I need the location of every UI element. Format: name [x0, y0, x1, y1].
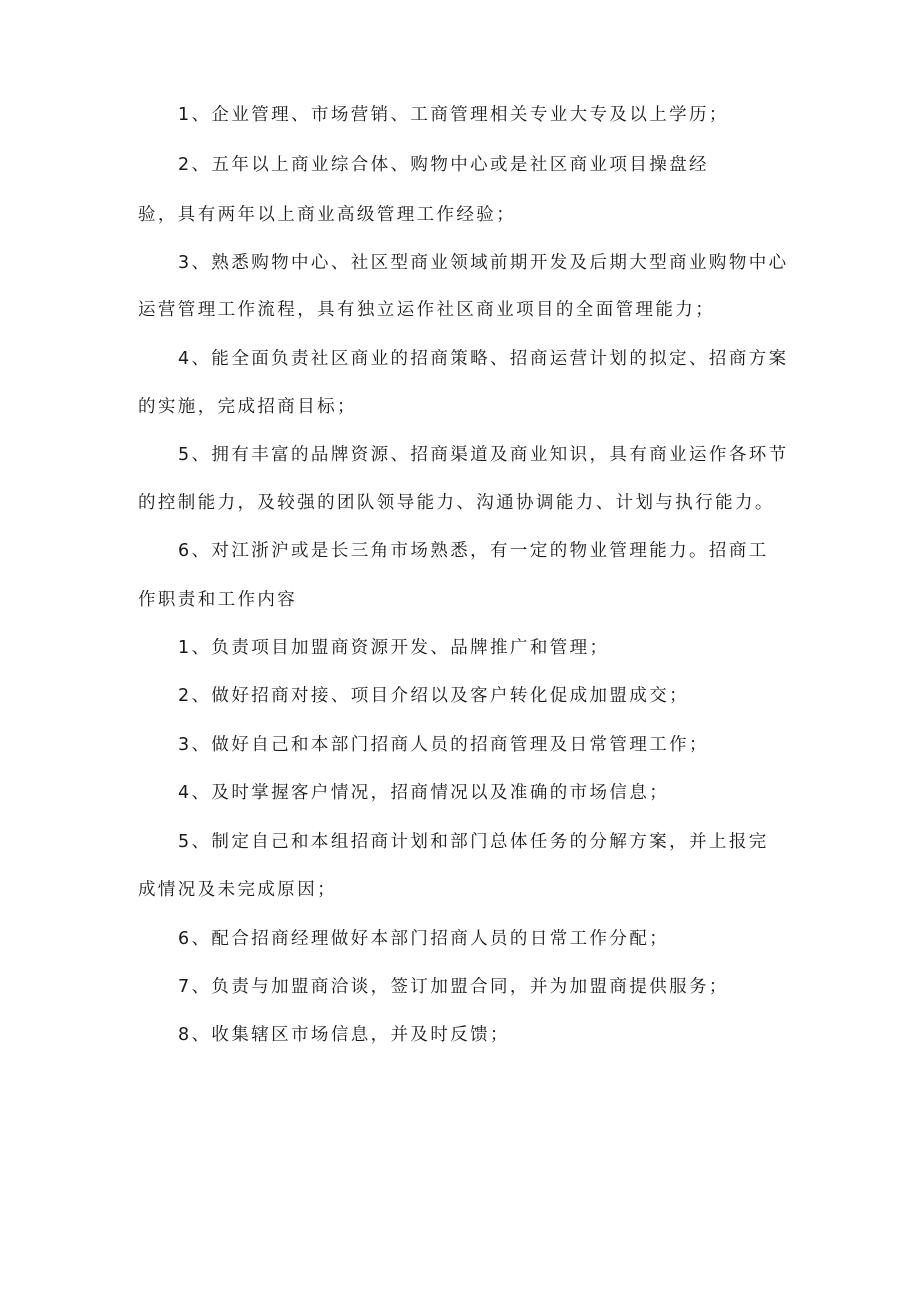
requirement-5: 5、拥有丰富的品牌资源、招商渠道及商业知识，具有商业运作各环节 — [178, 445, 789, 465]
duty-5: 5、制定自己和本组招商计划和部门总体任务的分解方案，并上报完 — [178, 832, 769, 852]
requirement-3-continued: 运营管理工作流程，具有独立运作社区商业项目的全面管理能力； — [138, 300, 716, 320]
requirement-4: 4、能全面负责社区商业的招商策略、招商运营计划的拟定、招商方案 — [178, 349, 789, 369]
requirement-1: 1、企业管理、市场营销、工商管理相关专业大专及以上学历； — [178, 105, 729, 125]
requirement-3: 3、熟悉购物中心、社区型商业领域前期开发及后期大型商业购物中心 — [178, 253, 789, 273]
duty-7: 7、负责与加盟商洽谈，签订加盟合同，并为加盟商提供服务； — [178, 977, 729, 997]
duty-1: 1、负责项目加盟商资源开发、品牌推广和管理； — [178, 638, 610, 658]
requirement-4-continued: 的实施，完成招商目标； — [138, 397, 357, 417]
duty-3: 3、做好自己和本部门招商人员的招商管理及日常管理工作； — [178, 735, 709, 755]
duty-5-continued: 成情况及未完成原因； — [138, 880, 337, 900]
requirement-5-continued: 的控制能力，及较强的团队领导能力、沟通协调能力、计划与执行能力。 — [138, 493, 775, 513]
duty-4: 4、及时掌握客户情况，招商情况以及准确的市场信息； — [178, 783, 670, 803]
duty-8: 8、收集辖区市场信息，并及时反馈； — [178, 1025, 510, 1045]
duty-6: 6、配合招商经理做好本部门招商人员的日常工作分配； — [178, 929, 670, 949]
requirement-2: 2、五年以上商业综合体、购物中心或是社区商业项目操盘经 — [178, 155, 709, 175]
requirement-6: 6、对江浙沪或是长三角市场熟悉，有一定的物业管理能力。招商工 — [178, 541, 769, 561]
section-heading-duties: 作职责和工作内容 — [138, 590, 298, 610]
duty-2: 2、做好招商对接、项目介绍以及客户转化促成加盟成交； — [178, 686, 690, 706]
requirement-2-continued: 验，具有两年以上商业高级管理工作经验； — [138, 205, 517, 225]
